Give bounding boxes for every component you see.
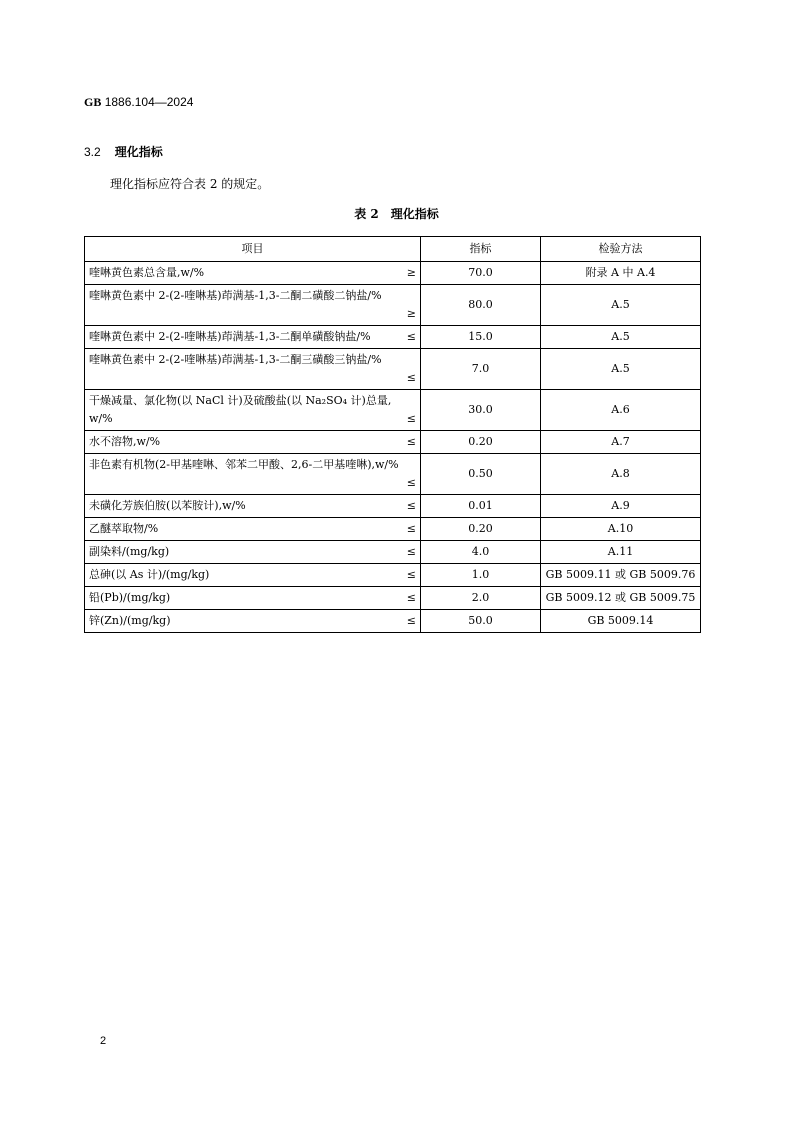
table-row	[85, 326, 701, 349]
method-cell: A.8	[541, 454, 701, 495]
item-cell	[85, 326, 421, 349]
method-cell: GB 5009.12 或 GB 5009.75	[541, 587, 701, 610]
document-header	[84, 95, 193, 110]
section-number: 3.2	[84, 145, 101, 159]
item-label: 喹啉黄色素总含量,w/%	[89, 266, 205, 279]
table-row	[85, 541, 701, 564]
table-row	[85, 349, 701, 390]
table-row	[85, 564, 701, 587]
item-label: 干燥减量、氯化物(以 NaCl 计)及硫酸盐(以 Na₂SO₄ 计)总量,	[89, 394, 392, 407]
standard-prefix: GB	[84, 95, 102, 109]
method-cell: A.9	[541, 495, 701, 518]
page-number: 2	[100, 1035, 107, 1047]
table-row	[85, 262, 701, 285]
method-cell: A.7	[541, 431, 701, 454]
value-cell: 0.01	[421, 495, 541, 518]
comparison-operator: ≤	[406, 330, 416, 343]
item-label: 非色素有机物(2-甲基喹啉、邻苯二甲酸、2,6-二甲基喹啉),w/%	[89, 458, 399, 471]
section-heading	[84, 143, 163, 160]
value-cell: 0.20	[421, 431, 541, 454]
table-caption: 表 2 理化指标	[354, 207, 439, 221]
item-label: 乙醚萃取物/%	[89, 522, 159, 535]
item-cell	[85, 285, 421, 326]
table-row	[85, 285, 701, 326]
comparison-operator: ≤	[406, 545, 416, 558]
item-label: 总砷(以 As 计)/(mg/kg)	[89, 568, 210, 581]
item-cell	[85, 262, 421, 285]
item-cell	[85, 587, 421, 610]
indicators-table	[84, 236, 701, 633]
value-cell: 15.0	[421, 326, 541, 349]
comparison-operator: ≤	[406, 435, 416, 448]
item-cell	[85, 495, 421, 518]
header-method: 检验方法	[541, 237, 701, 262]
table-row	[85, 587, 701, 610]
comparison-operator: ≤	[406, 412, 416, 425]
item-label: 喹啉黄色素中 2-(2-喹啉基)茚满基-1,3-二酮单磺酸钠盐/%	[89, 330, 371, 343]
comparison-operator: ≤	[406, 591, 416, 604]
standard-code: 1886.104—2024	[104, 95, 194, 109]
comparison-operator: ≥	[406, 266, 416, 279]
value-cell: 50.0	[421, 610, 541, 633]
comparison-operator: ≤	[406, 371, 416, 384]
section-title: 理化指标	[114, 145, 163, 159]
method-cell: A.6	[541, 390, 701, 431]
item-cell	[85, 349, 421, 390]
method-cell: GB 5009.14	[541, 610, 701, 633]
item-cell	[85, 390, 421, 431]
comparison-operator: ≥	[406, 307, 416, 320]
table-row	[85, 610, 701, 633]
item-cell	[85, 454, 421, 495]
item-label: 喹啉黄色素中 2-(2-喹啉基)茚满基-1,3-二酮三磺酸三钠盐/%	[89, 353, 382, 366]
item-label: 锌(Zn)/(mg/kg)	[89, 614, 171, 627]
value-cell: 7.0	[421, 349, 541, 390]
item-cell	[85, 610, 421, 633]
method-cell: A.10	[541, 518, 701, 541]
table-row	[85, 431, 701, 454]
method-cell: GB 5009.11 或 GB 5009.76	[541, 564, 701, 587]
body-paragraph: 理化指标应符合表 2 的规定。	[110, 177, 270, 191]
header-value: 指标	[421, 237, 541, 262]
item-label: 喹啉黄色素中 2-(2-喹啉基)茚满基-1,3-二酮二磺酸二钠盐/%	[89, 289, 382, 302]
comparison-operator: ≤	[406, 499, 416, 512]
item-label: 未磺化芳族伯胺(以苯胺计),w/%	[89, 499, 246, 512]
table-row	[85, 518, 701, 541]
item-cell	[85, 541, 421, 564]
value-cell: 80.0	[421, 285, 541, 326]
value-cell: 70.0	[421, 262, 541, 285]
value-cell: 1.0	[421, 564, 541, 587]
item-cell	[85, 431, 421, 454]
item-label: 水不溶物,w/%	[89, 435, 161, 448]
value-cell: 30.0	[421, 390, 541, 431]
table-row	[85, 390, 701, 431]
item-label: 副染料/(mg/kg)	[89, 545, 170, 558]
table-header-row	[85, 237, 701, 262]
comparison-operator: ≤	[406, 522, 416, 535]
item-label: 铅(Pb)/(mg/kg)	[89, 591, 171, 604]
table-row	[85, 495, 701, 518]
value-cell: 0.20	[421, 518, 541, 541]
value-cell: 0.50	[421, 454, 541, 495]
method-cell: A.5	[541, 349, 701, 390]
method-cell: A.11	[541, 541, 701, 564]
method-cell: 附录 A 中 A.4	[541, 262, 701, 285]
comparison-operator: ≤	[406, 614, 416, 627]
comparison-operator: ≤	[406, 568, 416, 581]
item-label-cont: w/%	[89, 412, 113, 425]
item-cell	[85, 564, 421, 587]
method-cell: A.5	[541, 326, 701, 349]
header-item: 项目	[85, 237, 421, 262]
value-cell: 2.0	[421, 587, 541, 610]
item-cell	[85, 518, 421, 541]
table-row	[85, 454, 701, 495]
comparison-operator: ≤	[406, 476, 416, 489]
method-cell: A.5	[541, 285, 701, 326]
value-cell: 4.0	[421, 541, 541, 564]
